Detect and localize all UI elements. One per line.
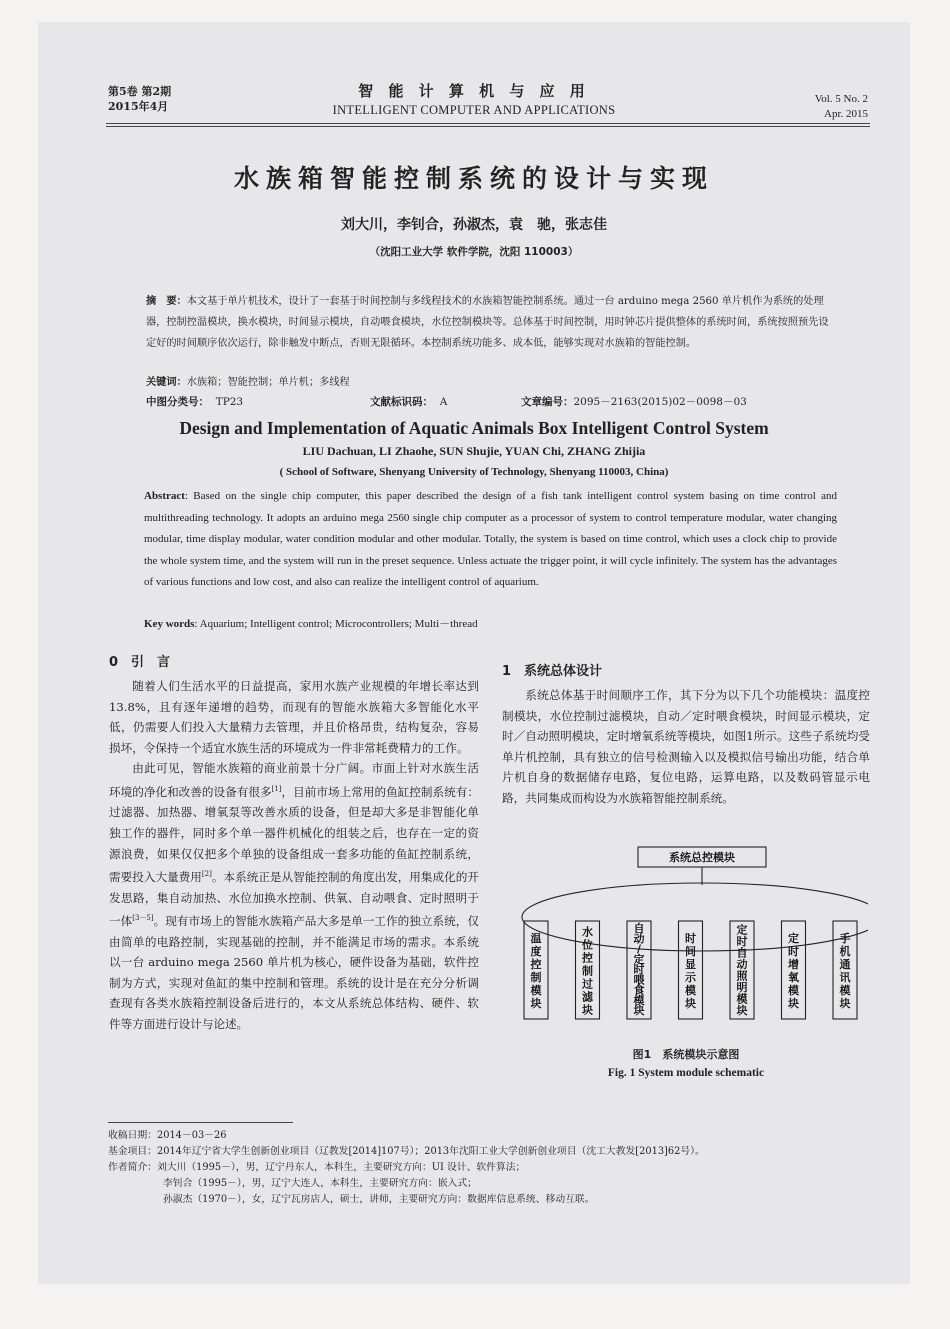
article-value: 2095－2163(2015)02－0098－03 (573, 396, 747, 408)
module-label: 时间显示模块 (685, 932, 696, 1010)
authors-cn: 刘大川，李钊合，孙淑杰，袁 驰，张志佳 (341, 217, 607, 233)
abstract-cn-text: 本文基于单片机技术，设计了一套基于时间控制与多线程技术的水族箱智能控制系统。通过一台 arduino mega 2560 单片机作为系统的处理器，控制控温模块，换水模块，时间显示模块，自动喂食模块，水位控制模块等。总体基于时间控制，用时钟芯片提供整体的系统时间，系统按照预先设定好的时间顺序依次运行，除非触发中断点，否则无限循环。本控制系统功能多、成本低，能够实现对水族箱的智能控制。 (146, 296, 829, 349)
journal-name-en: INTELLIGENT COMPUTER AND APPLICATIONS (332, 103, 616, 117)
volume-en: Vol. 5 No. 2 (814, 93, 868, 105)
module-label: 温度控制模块 (530, 932, 542, 1010)
keywords-en-label: Key words (144, 618, 195, 630)
date-cn: 2015年4月 (108, 100, 169, 113)
keywords-cn (146, 373, 350, 388)
p2-part-d: 。现有市场上的智能水族箱产品大多是单一工作的独立系统，仅由简单的电路控制，实现基础的控制，并不能满足市场的需求。本系统以一台 arduino mega 2560 单片机为核心，硬件设备为基础，软件控制为方式，实现对鱼缸的集中控制和管理。系统的设计是在充分分析调查现有各类水族箱控制设备后进行的，本文从系统总体结构、硬件、软件等方面进行设计与论述。 (109, 914, 479, 1032)
paper-title-en: Design and Implementation of Aquatic Animals Box Intelligent Control System (179, 418, 769, 438)
p2-part-c: 。本系统正是从智能控制的角度出发，用集成化的开发思路，集自动加热、水位加换水控制、供氧、自动喂食、定时照明于一体 (109, 870, 479, 929)
doc-value: A (439, 396, 448, 408)
left-column (109, 651, 479, 1035)
root-module-label: 系统总控模块 (669, 851, 735, 864)
header-rule-bottom (106, 126, 870, 127)
affiliation-en: ( School of Software, Shenyang University of Technology, Shenyang 110003, China) (279, 466, 669, 478)
citation-1: [1] (271, 784, 282, 793)
affiliation-cn: （沈阳工业大学 软件学院，沈阳 110003） (369, 246, 579, 258)
abstract-cn (146, 291, 836, 354)
section-1-paragraph-1: 系统总体基于时间顺序工作，其下分为以下几个功能模块：温度控制模块，水位控制过滤模块，自动／定时喂食模块，时间显示模块，定时／自动照明模块，定时增氧系统等模块，如图1所示。这些子系统均受单片机控制，具有独立的信号检测输入以及模拟信号输出功能，结合单片机自身的数据储存电路，复位电路，运算电路，以及数码管显示电路，共同集成而构设为水族箱智能控制系统。 (502, 688, 870, 805)
paper-title-cn: 水族箱智能控制系统的设计与实现 (233, 164, 714, 193)
keywords-cn-label: 关键词： (146, 377, 187, 388)
fund-info: 基金项目：2014年辽宁省大学生创新创业项目（辽教发[2014]107号）；2013年沈阳工业大学创新创业项目（沈工大教发[2013]62号）。 (108, 1146, 705, 1157)
section-1-heading: 1 系统总体设计 (502, 664, 603, 679)
citation-2: [2] (201, 870, 212, 879)
doc-label: 文献标识码： (370, 396, 433, 408)
keywords-cn-text: 水族箱；智能控制；单片机；多线程 (186, 377, 350, 388)
article-code (521, 394, 747, 409)
abstract-cn-label: 摘 要： (146, 296, 187, 307)
authors-en: LIU Dachuan, LI Zhaohe, SUN Shujie, YUAN Chi, ZHANG Zhijia (302, 444, 646, 458)
citation-3: [3－5] (132, 914, 154, 923)
clc-label: 中图分类号： (146, 396, 209, 408)
author-bio-2: 李钊合（1995－），男，辽宁大连人，本科生，主要研究方向：嵌入式； (163, 1178, 477, 1189)
journal-page (38, 22, 910, 1284)
right-column (502, 660, 870, 809)
system-module-diagram (508, 845, 868, 1035)
module-label: 水位控制过滤块 (582, 925, 593, 1017)
module-label: 定时增氧模块 (788, 932, 799, 1010)
module-label: 手机通讯模块 (839, 932, 851, 1010)
volume-cn: 第5卷 第2期 (108, 85, 172, 98)
section-0-paragraph-1: 随着人们生活水平的日益提高，家用水族产业规模的年增长率达到13.8%，且有逐年递增的趋势，而现有的智能水族箱大多智能化水平低，仍需要人们投入大量精力去管理，并且价格昂贵，结构复杂，容易损坏，令保持一个适宜水族生活的环境成为一件非常耗费精力的工作。 (109, 679, 479, 755)
p2-part-a: 由此可见，智能水族箱的商业前景十分广阔。市面上针对水族生活环境的净化和改善的设备有很多 (109, 761, 479, 799)
abstract-en (144, 486, 837, 594)
keywords-en-text: : Aquarium; Intelligent control; Microcontrollers; Multi－thread (194, 618, 478, 630)
received-date: 收稿日期：2014－03－26 (108, 1130, 227, 1141)
section-0-heading: 0 引 言 (109, 655, 171, 670)
issue-info-en (815, 92, 868, 122)
clc-value: TP23 (215, 396, 244, 408)
journal-name-cn: 智 能 计 算 机 与 应 用 (358, 82, 590, 100)
module-label: 定时自动照明模块 (736, 923, 748, 1017)
module-label: 自动/定时喂食模块 (633, 922, 645, 1017)
doc-code (370, 394, 447, 409)
author-bio-1: 作者简介：刘大川（1995－），男，辽宁丹东人，本科生，主要研究方向：UI 设计、软件算法； (108, 1162, 526, 1173)
figure-caption-cn: 图1 系统模块示意图 (632, 1048, 740, 1061)
footnote-rule (108, 1122, 293, 1123)
abstract-en-label: Abstract (144, 490, 185, 502)
section-0-paragraph-2 (109, 758, 479, 1034)
journal-name (38, 80, 910, 118)
abstract-en-text: : Based on the single chip computer, this paper described the design of a fish tank intelligent control system basing on time control and multithreading technology. It adopts an arduino mega 2560 single chip computer as a processor of system to control temperature modular, water changing modular, time display modular, water condition modular and other modular. Totally, the system is based on time control, which uses a clock chip to provide the whole system time, and the system will run in the preset sequence. Unless actuate the trigger point, it will cycle infinitely. The system has the advantages of various functions and low cost, and also can realize the intelligent control of aquarium. (144, 490, 837, 588)
header-rule-top (106, 123, 870, 124)
date-en: Apr. 2015 (824, 108, 868, 120)
keywords-en (144, 615, 478, 631)
figure-caption-en: Fig. 1 System module schematic (607, 1067, 765, 1079)
footnotes (108, 1128, 868, 1208)
author-bio-3: 孙淑杰（1970－），女，辽宁瓦房店人，硕士，讲师，主要研究方向：数据库信息系统、移动互联。 (163, 1194, 595, 1205)
article-label: 文章编号： (521, 396, 574, 408)
p2-part-b: ，目前市场上常用的鱼缸控制系统有：过滤器、加热器、增氧泵等改善水质的设备，但是却大多是非智能化单独工作的器件，同时多个单一器件机械化的组装之后，也存在一定的资源浪费，如果仅仅把多个单独的设备组成一套多功能的鱼缸控制系统，需要投入大量费用 (109, 784, 479, 885)
clc-code (146, 394, 243, 409)
